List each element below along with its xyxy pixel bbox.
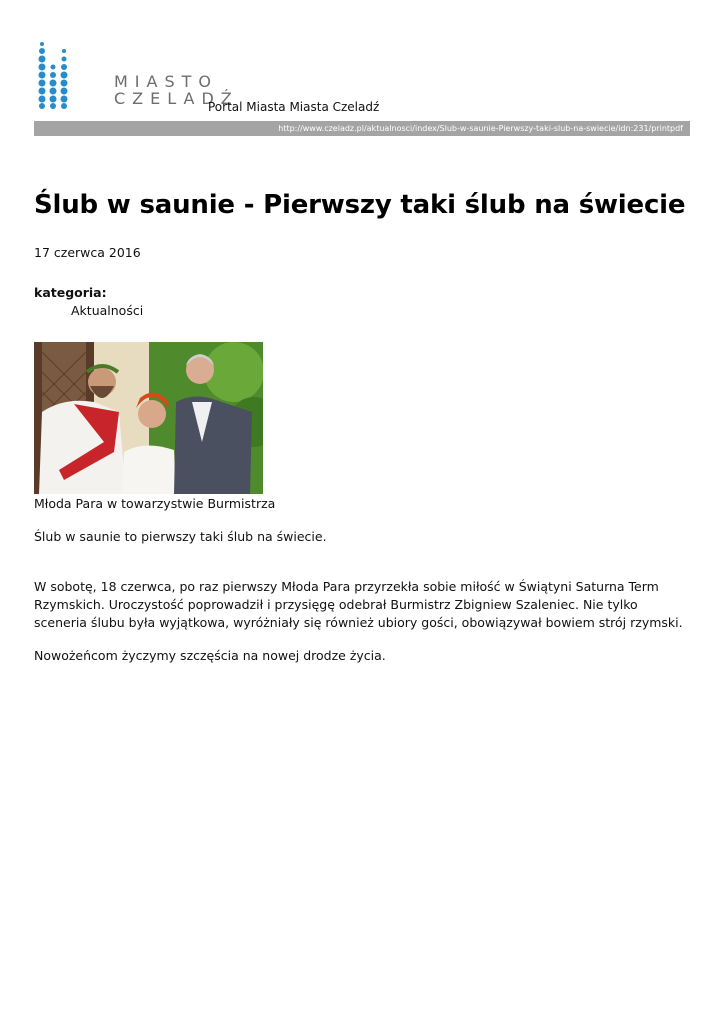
- article-photo: [34, 342, 263, 494]
- article-title: Ślub w saunie - Pierwszy taki ślub na świecie: [34, 190, 686, 220]
- photo-caption: Młoda Para w towarzystwie Burmistrza: [34, 496, 276, 511]
- logo-dots-icon: [36, 40, 80, 110]
- city-logo: [36, 40, 239, 110]
- logo-line-2: CZELADŹ: [114, 89, 239, 108]
- article-paragraph-3: Nowożeńcom życzymy szczęścia na nowej drodze życia.: [34, 648, 386, 663]
- article-paragraph-2: W sobotę, 18 czerwca, po raz pierwszy Młoda Para przyrzekła sobie miłość w Świątyni Saturna Term Rzymskich. Uroczystość poprowadził i przysięgę odebrał Burmistrz Zbigniew Szaleniec. Nie tylko sceneria ślubu była wyjątkowa, wyróżniały się również ubiory gości, obowiązywał bowiem strój rzymski.: [34, 579, 683, 630]
- page-url[interactable]: http://www.czeladz.pl/aktualnosci/index/Slub-w-saunie-Pierwszy-taki-slub-na-swiecie/idn:231/printpdf: [278, 124, 683, 133]
- logo-line-1: MIASTO: [114, 72, 218, 91]
- article-paragraph-1: Ślub w saunie to pierwszy taki ślub na świecie.: [34, 529, 327, 544]
- category-label: kategoria:: [34, 285, 107, 300]
- category-value: Aktualności: [71, 303, 144, 318]
- portal-name: Portal Miasta Miasta Czeladź: [208, 100, 380, 114]
- article-date: 17 czerwca 2016: [34, 245, 141, 260]
- url-bar: [34, 121, 690, 136]
